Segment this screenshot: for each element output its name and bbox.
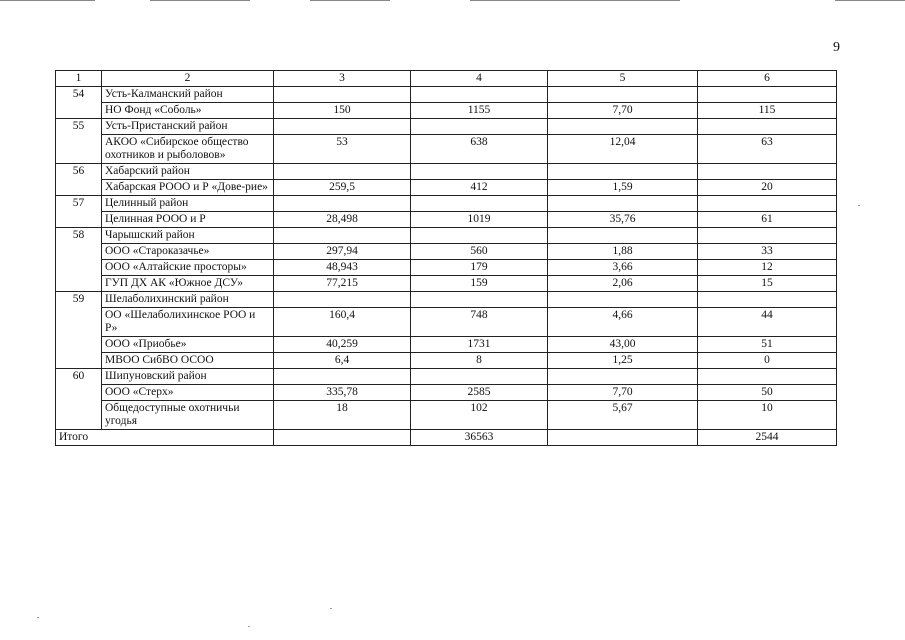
density-value: 1,59 [548,180,698,196]
empty-cell [411,87,548,103]
table-body [56,71,837,446]
empty-cell [548,87,698,103]
organization-row [56,385,837,401]
organization-name: ООО «Староказачье» [102,244,274,260]
organization-name: ГУП ДХ АК «Южное ДСУ» [102,276,274,292]
area-value: 150 [274,103,411,119]
empty-cell [548,228,698,244]
quota-value: 50 [698,385,837,401]
organization-name: Общедоступные охотничьи угодья [102,401,274,430]
quota-value: 51 [698,337,837,353]
organization-row [56,401,837,430]
count-value: 8 [411,353,548,369]
empty-cell [698,369,837,385]
column-header: 2 [102,71,274,87]
organization-row [56,180,837,196]
quota-value: 20 [698,180,837,196]
district-name: Хабарский район [102,164,274,180]
scan-edge-line [835,0,905,1]
organization-name: Целинная РООО и Р [102,212,274,228]
district-number: 55 [56,119,102,164]
organization-name: Хабарская РООО и Р «Дове-рие» [102,180,274,196]
area-value: 48,943 [274,260,411,276]
total-label: Итого [56,430,274,446]
organization-row [56,212,837,228]
area-value: 259,5 [274,180,411,196]
empty-cell [411,369,548,385]
scan-edge-line [0,0,95,1]
empty-cell [411,292,548,308]
organization-row [56,244,837,260]
empty-cell [274,228,411,244]
quota-value: 61 [698,212,837,228]
quota-value: 44 [698,308,837,337]
count-value: 412 [411,180,548,196]
area-value: 6,4 [274,353,411,369]
empty-cell [698,119,837,135]
scan-edge-line [470,0,680,1]
density-value: 43,00 [548,337,698,353]
quota-value: 15 [698,276,837,292]
area-value: 18 [274,401,411,430]
empty-cell [698,87,837,103]
empty-cell [548,119,698,135]
count-value: 1155 [411,103,548,119]
density-value: 2,06 [548,276,698,292]
district-name: Шипуновский район [102,369,274,385]
organization-row [56,337,837,353]
empty-cell [698,228,837,244]
organization-name: ООО «Алтайские просторы» [102,260,274,276]
district-row [56,196,837,212]
density-value: 4,66 [548,308,698,337]
district-name: Чарышский район [102,228,274,244]
density-value: 5,67 [548,401,698,430]
empty-cell [548,292,698,308]
area-value: 77,215 [274,276,411,292]
scan-speck [248,626,250,627]
organization-name: МВОО СибВО ОСОО [102,353,274,369]
district-number: 60 [56,369,102,430]
hunting-grounds-table [55,70,837,446]
organization-name: ООО «Приобье» [102,337,274,353]
organization-row [56,353,837,369]
quota-value: 63 [698,135,837,164]
quota-value: 115 [698,103,837,119]
quota-value: 10 [698,401,837,430]
organization-row [56,135,837,164]
area-value: 335,78 [274,385,411,401]
organization-name: АКОО «Сибирское общество охотников и рыболовов» [102,135,274,164]
quota-value: 0 [698,353,837,369]
district-row [56,292,837,308]
empty-cell [411,164,548,180]
density-value: 1,25 [548,353,698,369]
column-header: 1 [56,71,102,87]
empty-cell [548,369,698,385]
density-value: 12,04 [548,135,698,164]
count-value: 2585 [411,385,548,401]
total-count: 36563 [411,430,548,446]
district-name: Усть-Калманский район [102,87,274,103]
scan-speck [37,617,39,618]
district-number: 54 [56,87,102,119]
empty-cell [274,196,411,212]
density-value: 3,66 [548,260,698,276]
organization-name: НО Фонд «Соболь» [102,103,274,119]
district-number: 56 [56,164,102,196]
density-value: 7,70 [548,385,698,401]
total-density [548,430,698,446]
column-number-row [56,71,837,87]
area-value: 160,4 [274,308,411,337]
empty-cell [411,119,548,135]
organization-name: ООО «Стерх» [102,385,274,401]
district-row [56,164,837,180]
district-number: 57 [56,196,102,228]
empty-cell [548,164,698,180]
empty-cell [548,196,698,212]
organization-name: ОО «Шелаболихинское РОО и Р» [102,308,274,337]
empty-cell [698,292,837,308]
scan-speck [858,205,860,206]
scan-edge-line [150,0,250,1]
empty-cell [274,119,411,135]
count-value: 102 [411,401,548,430]
empty-cell [698,196,837,212]
empty-cell [274,369,411,385]
organization-row [56,103,837,119]
count-value: 1731 [411,337,548,353]
district-name: Шелаболихинский район [102,292,274,308]
empty-cell [698,164,837,180]
count-value: 560 [411,244,548,260]
page-number: 9 [833,40,840,55]
total-quota: 2544 [698,430,837,446]
column-header: 3 [274,71,411,87]
organization-row [56,260,837,276]
scan-speck [330,608,332,609]
empty-cell [411,196,548,212]
density-value: 7,70 [548,103,698,119]
area-value: 40,259 [274,337,411,353]
column-header: 6 [698,71,837,87]
empty-cell [274,87,411,103]
count-value: 748 [411,308,548,337]
district-row [56,87,837,103]
district-number: 59 [56,292,102,369]
area-value: 297,94 [274,244,411,260]
empty-cell [274,164,411,180]
area-value: 28,498 [274,212,411,228]
density-value: 1,88 [548,244,698,260]
count-value: 159 [411,276,548,292]
density-value: 35,76 [548,212,698,228]
quota-value: 12 [698,260,837,276]
count-value: 638 [411,135,548,164]
district-row [56,228,837,244]
district-row [56,119,837,135]
district-row [56,369,837,385]
empty-cell [274,292,411,308]
area-value: 53 [274,135,411,164]
column-header: 4 [411,71,548,87]
organization-row [56,276,837,292]
district-name: Усть-Пристанский район [102,119,274,135]
scan-edge-line [310,0,390,1]
quota-value: 33 [698,244,837,260]
total-row [56,430,837,446]
count-value: 1019 [411,212,548,228]
district-name: Целинный район [102,196,274,212]
count-value: 179 [411,260,548,276]
district-number: 58 [56,228,102,292]
empty-cell [411,228,548,244]
total-area [274,430,411,446]
organization-row [56,308,837,337]
column-header: 5 [548,71,698,87]
